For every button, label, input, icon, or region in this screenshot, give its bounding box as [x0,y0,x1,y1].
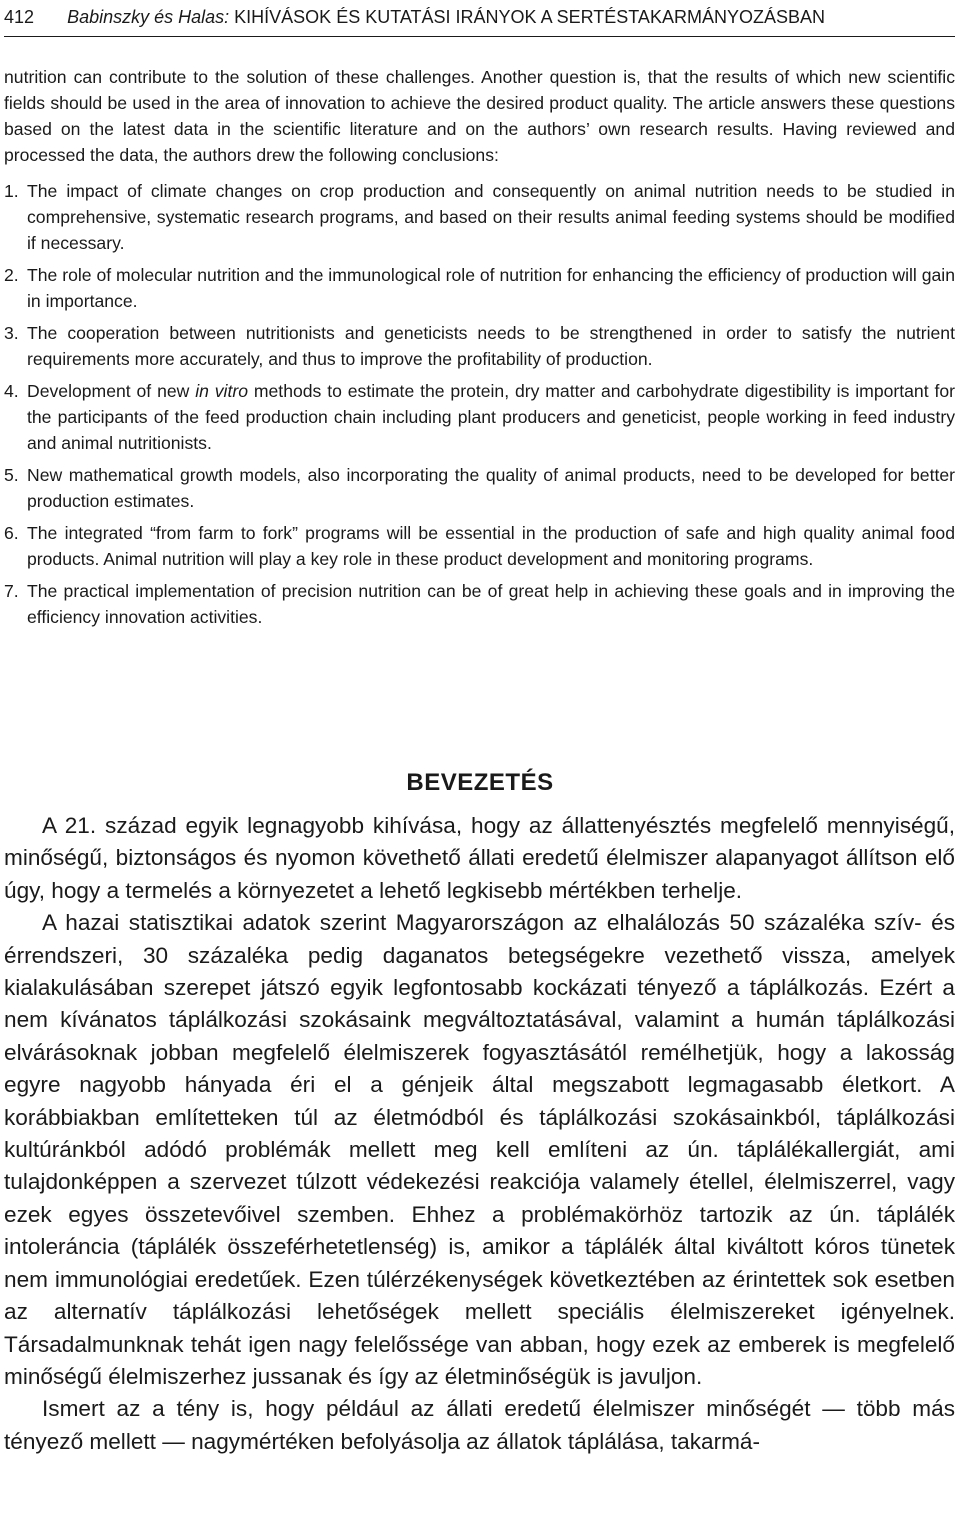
conclusion-number: 1. [4,181,19,201]
header-authors: Babinszky és Halas: [67,7,230,27]
abstract-intro: nutrition can contribute to the solution of these challenges. Another question is, that the results of which new scientific fields should be used in the area of innovation to achieve the desired product quality. The article answers these questions based on the latest data in the scientific literature and on the authors’ own research results. Having reviewed and processed the data, the authors drew the following conclusions: [4,67,955,165]
conclusion-text: The role of molecular nutrition and the immunological role of nutrition for enhancing the efficiency of production will gain in importance. [27,265,955,311]
conclusion-number: 4. [4,381,19,401]
conclusion-number: 2. [4,265,19,285]
conclusion-text-after: methods to estimate the protein, dry matter and carbohydrate digestibility is important for the participants of the feed production chain including plant producers and geneticist, people working in feed industry and animal nutritionists. [27,381,955,453]
body-paragraph: Ismert az a tény is, hogy például az állati eredetű élelmiszer minőségét — több más tényező mellett — nagymértéken befolyásolja az állatok táplálása, takarmá- [4,1396,955,1454]
conclusion-text-before: Development of new [27,381,196,401]
conclusion-number: 7. [4,581,19,601]
conclusion-number: 3. [4,323,19,343]
conclusion-item [4,378,955,456]
conclusion-text: New mathematical growth models, also incorporating the quality of animal products, need to be developed for better production estimates. [27,465,955,511]
section-heading: BEVEZETÉS [406,768,554,796]
conclusion-number: 5. [4,465,19,485]
conclusion-item [4,262,955,314]
conclusions-list [4,178,955,630]
body-paragraph: A hazai statisztikai adatok szerint Magyarországon az elhalálozás 50 százaléka szív- és érrendszeri, 30 százaléka pedig daganatos betegségekre vezethető vissza, amelyek kialakulásában szerepet játszó egyik legfontosabb kockázati tényező a táplálkozás. Ezért a nem kívánatos táplálkozási szokásaink megváltoztatásával, valamint a humán táplálkozási elvárásoknak jobban megfelelő élelmiszerek fogyasztásától remélhetjük, hogy a lakosság egyre nagyobb hányada éri el a génjeik által megszabott legmagasabb életkort. A korábbiakban említetteken túl az életmódból és táplálkozási szokásainkból, táplálkozási kultúránkból adódó problémák mellett meg kell említeni az ún. táplálékallergiát, ami tulajdonképpen a szervezet túlzott védekezési reakciója valamely étellel, élelmiszerrel, vagy ezek egyes összetevőivel szemben. Ehhez a problémakörhöz tartozik az ún. táplálék intoleráncia (táplálék összeférhetetlenség) is, amikor a táplálék által kiváltott kóros tünetek nem immunológiai eredetűek. Ezen túlérzékenységek következtében az érintettek sok esetben az alternatív táplálkozási lehetőségek mellett speciális élelmiszereket igényelnek. Társadalmunknak tehát igen nagy felelőssége van abban, hogy ezek az emberek is megfelelő minőségű élelmiszerhez jussanak és így az életminőségük is javuljon. [4,910,955,1389]
header-rule [4,36,955,37]
section-body [4,810,955,1458]
body-paragraph: A 21. század egyik legnagyobb kihívása, hogy az állattenyésztés megfelelő mennyiségű, minőségű, biztonságos és nyomon követhető állati eredetű élelmiszer alapanyagot állítson elő úgy, hogy a termelés a környezetet a lehető legkisebb mértékben terhelje. [4,813,955,903]
abstract-block [4,64,955,636]
conclusion-item [4,320,955,372]
conclusion-number: 6. [4,523,19,543]
conclusion-text: The integrated “from farm to fork” programs will be essential in the production of safe and high quality animal food products. Animal nutrition will play a key role in these product development and monitoring programs. [27,523,955,569]
conclusion-item [4,520,955,572]
conclusion-item [4,578,955,630]
conclusion-item [4,462,955,514]
conclusion-text: The practical implementation of precision nutrition can be of great help in achieving these goals and in improving the efficiency innovation activities. [27,581,955,627]
conclusion-text: The impact of climate changes on crop production and consequently on animal nutrition needs to be studied in comprehensive, systematic research programs, and based on their results animal feeding systems should be modified if necessary. [27,181,955,253]
running-header [4,4,954,30]
header-title: KIHÍVÁSOK ÉS KUTATÁSI IRÁNYOK A SERTÉSTAKARMÁNYOZÁSBAN [234,7,825,27]
page-number: 412 [4,7,35,27]
conclusion-text: The cooperation between nutritionists and geneticists needs to be strengthened in order to satisfy the nutrient requirements more accurately, and thus to improve the profitability of production. [27,323,955,369]
conclusion-text-italic: in vitro [195,381,248,401]
conclusion-item [4,178,955,256]
